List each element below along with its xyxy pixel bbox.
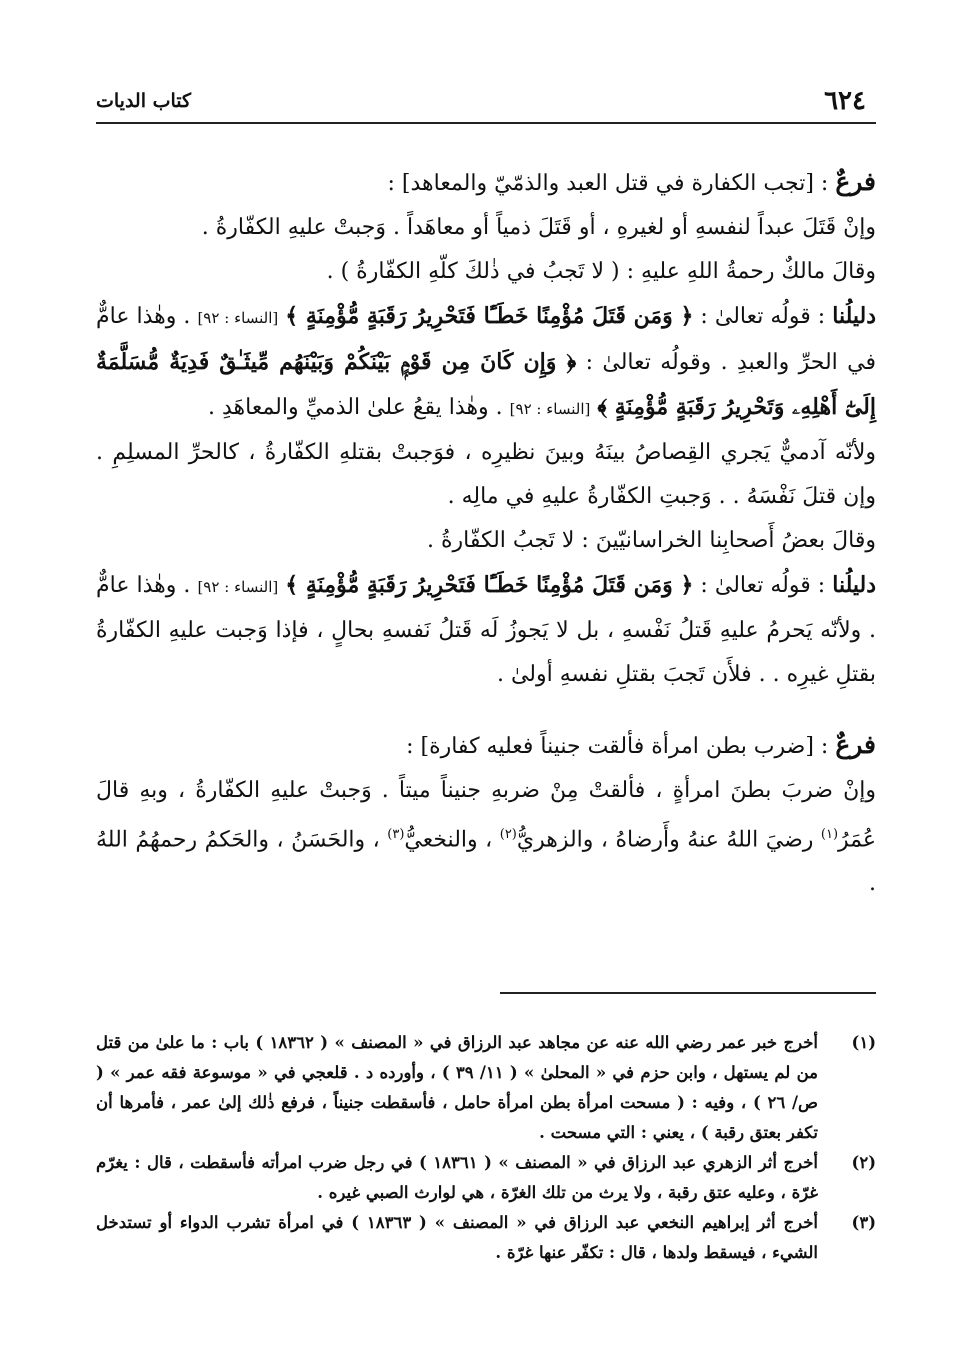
footnote	[96, 1028, 876, 1148]
footnote-ref[interactable]: (٣)	[387, 827, 405, 842]
section-title: : [تجب الكفارة في قتل العبد والذمّيّ والمعاهد] :	[387, 171, 836, 196]
footnote-number: (١)	[851, 1033, 876, 1052]
footnote-ref[interactable]: (٢)	[499, 827, 517, 842]
footnote-ref[interactable]: (١)	[820, 827, 839, 842]
footnote	[96, 1208, 876, 1268]
section-gap	[96, 697, 876, 723]
page-header	[96, 86, 866, 118]
verse-reference: [النساء : ٩٢]	[197, 578, 279, 596]
section-heading	[96, 160, 876, 206]
footnote	[96, 1148, 876, 1208]
footnote-text: أخرج أثر الزهري عبد الرزاق في « المصنف » ( ١٨٣٦١ ) في رجل ضرب امرأته فأسقطت ، قال : يغرّم غرّة ، وعليه عتق رقبة ، ولا يرث من تلك الغرّة ، هي لوارث الصبي غيره .	[96, 1153, 818, 1202]
paragraph: وإنْ قَتَلَ عبداً لنفسهِ أو لغيرهِ ، أو قَتَلَ ذمياً أو معاهَداً . وَجبتْ عليهِ الكفّارةُ .	[201, 215, 876, 240]
footnote-separator	[500, 992, 876, 994]
paragraph-text: رضيَ اللهُ عنهُ وأَرضاهُ ، والزهريُّ	[516, 827, 821, 853]
paragraph: وقالَ مالكٌ رحمةُ اللهِ عليهِ : ( لا تَجبُ في ذٰلكَ كلّهِ الكفّارةُ ) .	[326, 259, 876, 284]
quran-verse: ﴿ وَمَن قَتَلَ مُؤْمِنًا خَطَـًٔا فَتَحْرِيرُ رَقَبَةٍ مُّؤْمِنَةٍ ﴾	[285, 303, 694, 329]
section-title: : [ضرب بطن امرأة فألقت جنيناً فعليه كفارة] :	[406, 734, 836, 759]
section-heading	[96, 723, 876, 769]
section-label: فرعٌ	[835, 730, 876, 759]
evidence-paragraph	[96, 294, 876, 431]
footnote-number: (٢)	[851, 1153, 876, 1172]
running-title: كتاب الديات	[96, 90, 192, 112]
evidence-text: . وهٰذا عامٌّ في الحرِّ والعبدِ . وقولُه تعالىٰ :	[96, 304, 876, 375]
footnote-number: (٣)	[851, 1213, 876, 1232]
quran-verse: ﴿ وَإِن كَانَ مِن قَوْمٍۭ بَيْنَكُمْ وَبَيْنَهُم مِّيثَـٰقٌ فَدِيَةٌ مُّسَلَّمَةٌ إِلَىٰٓ أَهْلِهِۦ وَتَحْرِيرُ رَقَبَةٍ مُّؤْمِنَةٍ ﴾	[96, 349, 876, 420]
evidence-intro: : قولُه تعالىٰ :	[693, 304, 833, 329]
verse-reference: [النساء : ٩٢]	[197, 309, 279, 327]
evidence-label: دليلُنا	[832, 303, 877, 329]
footnote-text: أخرج خبر عمر رضي الله عنه عن مجاهد عبد الرزاق في « المصنف » ( ١٨٣٦٢ ) باب : ما علىٰ من قتل من لم يستهل ، وابن حزم في « المحلىٰ » ( ١١/ ٣٩ ) ، وأورده د . قلعجي في « موسوعة فقه عمر » ( ص/ ٢٦ ) ، وفيه : ( مسحت امرأة بطن امرأة حامل ، فأسقطت جنيناً ، فرفع ذٰلك إلىٰ عمر ، فأمرها أن تكفر بعتق رقبة ) ، يعني : التي مسحت .	[96, 1033, 818, 1142]
evidence-text: . وهٰذا عامٌّ . ولأنّه يَحرمُ عليهِ قَتلُ نَفْسهِ ، بل لا يَجوزُ لَه قَتلُ نَفسهِ بحالٍ ، فإذا وَجبت عليهِ الكفّارةُ بقتلِ غيرِه . . فلأَن تَجبَ بقتلِ نفسهِ أولىٰ .	[96, 573, 876, 687]
main-text	[96, 160, 876, 906]
paragraph	[96, 769, 876, 906]
evidence-paragraph	[96, 563, 876, 697]
evidence-text: . وهٰذا يقعُ علىٰ الذميِّ والمعاهَدِ .	[208, 395, 510, 420]
section-label: فرعٌ	[835, 167, 876, 196]
verse-reference: [النساء : ٩٢]	[509, 400, 591, 418]
page-number: ٦٢٤	[824, 86, 866, 116]
paragraph-text: ، والحَسَنُ ، والحَكمُ رحمهُمُ اللهُ .	[96, 827, 876, 897]
evidence-label: دليلُنا	[832, 572, 877, 598]
quran-verse: ﴿ وَمَن قَتَلَ مُؤْمِنًا خَطَـًٔا فَتَحْرِيرُ رَقَبَةٍ مُّؤْمِنَةٍ ﴾	[285, 572, 694, 598]
paragraph: وقالَ بعضُ أَصحابِنا الخراسانيّينَ : لا تَجبُ الكفّارةُ .	[426, 528, 876, 553]
footnote-text: أخرج أثر إبراهيم النخعي عبد الرزاق في « المصنف » ( ١٨٣٦٣ ) في امرأة تشرب الدواء أو تستدخل الشيء ، فيسقط ولدها ، قال : تكفّر عنها غرّة .	[96, 1213, 818, 1262]
paragraph-text: وإنْ ضربَ بطنَ امرأةٍ ، فألقتْ مِنْ ضربهِ جنيناً ميتاً . وَجبتْ عليهِ الكفّارةُ ، وبهِ قالَ عُمَرُ	[96, 778, 876, 853]
evidence-intro: : قولُه تعالىٰ :	[693, 573, 833, 598]
paragraph-text: ، والنخعيُّ	[404, 827, 500, 853]
header-rule	[96, 122, 876, 124]
paragraph: ولأنّه آدميٌّ يَجري القِصاصُ بينَهُ وبينَ نظيرِه ، فوَجبتْ بقتلهِ الكفّارةُ ، كالحرِّ المسلِمِ . وإن قتلَ نَفْسَهُ . . وَجبتِ الكفّارةُ عليهِ في مالِه .	[96, 440, 876, 509]
footnotes	[96, 1028, 876, 1268]
